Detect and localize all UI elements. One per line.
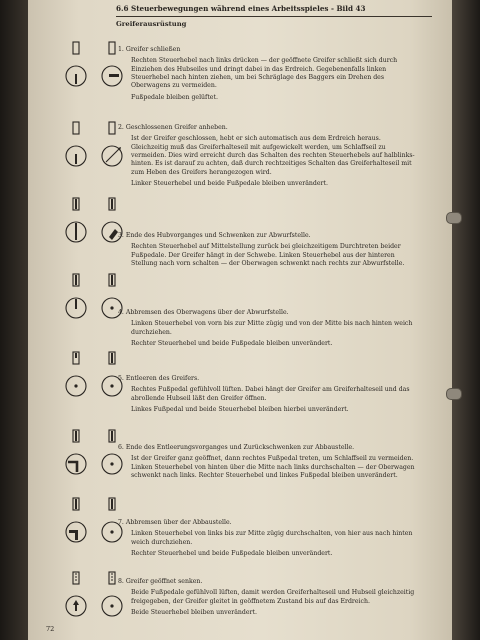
binder-hole	[446, 212, 462, 224]
step-4	[118, 309, 420, 348]
step-text: Linkes Fußpedal und beide Steuerhebel bleiben hierbei unverändert.	[131, 406, 349, 414]
binder-hole	[446, 388, 462, 400]
lever-mark	[109, 74, 119, 77]
step-title: 6. Ende des Entleerungsvorganges und Zurückschwenken zur Abbaustelle.	[118, 444, 355, 451]
step-2	[118, 124, 420, 188]
step-text: Beide Steuerhebel bleiben unverändert.	[131, 609, 257, 617]
step-text: Linken Steuerhebel von vorn bis zur Mitte zügig und von der Mitte bis nach hinten weich durchziehen.	[131, 320, 413, 336]
diagram-step-7	[62, 496, 134, 548]
lever-mark	[75, 74, 77, 84]
step-text: Rechter Steuerhebel und beide Fußpedale bleiben unverändert.	[131, 340, 333, 348]
step-5	[118, 375, 420, 414]
step-title: 7. Abbremsen über der Abbaustelle.	[118, 519, 232, 526]
step-7	[118, 519, 420, 558]
diagram-step-4	[62, 272, 134, 324]
step-text: Linker Steuerhebel und beide Fußpedale bleiben unverändert.	[131, 180, 328, 188]
step-text: Linken Steuerhebel von links bis zur Mitte zügig durchschalten, von hier aus nach hinten weich durchziehen.	[131, 530, 413, 546]
step-title: 3. Ende des Hubvorganges und Schwenken zur Abwurfstelle.	[118, 232, 311, 239]
page-number: 72	[46, 625, 55, 633]
step-text: Ist der Greifer ganz geöffnet, dann rechtes Fußpedal treten, um Schlaffseil zu vermeiden. Linken Steuerhebel von hinten über die Mitte nach links durchschalten — der Oberwagen schwenkt nach links. Rechter Steuerhebel und linkes Fußpedal bleiben unverändert.	[131, 455, 415, 480]
diagram-step-3	[62, 196, 134, 248]
diagram-step-5	[62, 350, 134, 402]
step-6	[118, 444, 420, 480]
step-1	[118, 46, 420, 102]
header-rule	[116, 16, 432, 17]
step-text: Rechtes Fußpedal gefühlvoll lüften. Dabei hängt der Greifer am Greiferhalteseil und das abrollende Hubseil läßt den Greifer öffnen.	[131, 386, 410, 402]
step-8	[118, 578, 420, 617]
step-text: Rechten Steuerhebel nach links drücken — der geöffnete Greifer schließt sich durch Einziehen des Hubseiles und dringt dabei in das Erdreich. Gegebenenfalls linken Steuerhebel nach hinten ziehen, um bei Schräglage des Baggers ein Drehen des Oberwagens zu vermeiden.	[131, 57, 398, 90]
document-page	[28, 0, 452, 640]
binding-left-edge	[0, 0, 28, 640]
step-title: 4. Abbremsen des Oberwagens über der Abwurfstelle.	[118, 309, 289, 316]
binding-right-edge	[452, 0, 480, 640]
step-title: 1. Greifer schließen	[118, 46, 181, 53]
step-title: 5. Entleeren des Greifers.	[118, 375, 200, 382]
step-3	[118, 232, 420, 268]
step-text: Rechten Steuerhebel auf Mittelstellung zurück bei gleichzeitigem Durchtreten beider Fußpedale. Der Greifer hängt in der Schwebe. Linken Steuerhebel aus der hinteren Stellung nach vorn schalten — der Oberwagen schwenkt nach rechts zur Abwurfstelle.	[131, 243, 405, 268]
step-text: Rechter Steuerhebel und beide Fußpedale bleiben unverändert.	[131, 550, 333, 558]
page-header: 6.6 Steuerbewegungen während eines Arbeitsspieles - Bild 43	[116, 4, 366, 13]
diagram-step-1	[62, 40, 134, 92]
step-title: 8. Greifer geöffnet senken.	[118, 578, 203, 585]
diagram-step-6	[62, 428, 134, 480]
diagram-step-8	[62, 570, 134, 622]
step-title: 2. Geschlossenen Greifer anheben.	[118, 124, 228, 131]
step-text: Fußpedale bleiben gelüftet.	[131, 93, 218, 101]
section-title: Greiferausrüstung	[116, 20, 187, 28]
lever-mark	[75, 154, 77, 164]
diagram-step-2	[62, 120, 134, 172]
step-text: Ist der Greifer geschlossen, hebt er sich automatisch aus dem Erdreich heraus. Gleichzeitig muß das Greiferhalteseil mit aufgewickelt werden, um Schlaffseil zu vermeiden. Dies wird erreicht durch das Schalten des rechten Steuerhebels auf halblinks-hinten. Es ist darauf zu achten, daß durch rechtzeitiges Schalten das Greiferhalteseil mit zum Heben des Greifers herangezogen wird.	[131, 135, 415, 176]
step-text: Beide Fußpedale gefühlvoll lüften, damit werden Greiferhalteseil und Hubseil gleichzeitig freigegeben, der Greifer gleitet in geöffnetem Zustand bis auf das Erdreich.	[131, 589, 415, 605]
